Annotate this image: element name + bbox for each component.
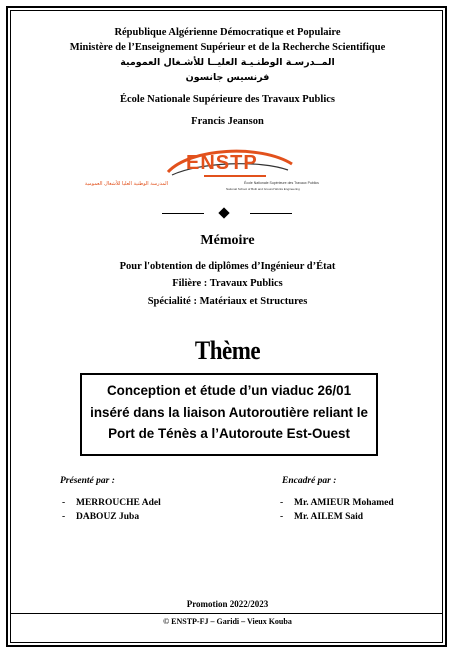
theme-line-3: Port de Ténès a l’Autoroute Est-Ouest bbox=[108, 426, 350, 441]
supervisor-row bbox=[280, 512, 363, 522]
memoire-title: Mémoire bbox=[200, 233, 255, 248]
logo-en-caption: National School of Built and Ground Works Engineering bbox=[226, 187, 300, 191]
separator-right bbox=[250, 213, 292, 214]
logo-fr-caption: École Nationale Supérieure des Travaux Publics bbox=[244, 181, 319, 185]
encadre-par-label: Encadré par : bbox=[282, 476, 337, 486]
memoire-filiere: Filière : Travaux Publics bbox=[172, 278, 283, 289]
student-row bbox=[62, 498, 161, 508]
svg-text:ENSTP: ENSTP bbox=[186, 152, 258, 174]
promotion-line: Promotion 2022/2023 bbox=[186, 599, 269, 609]
bullet-dash: - bbox=[62, 512, 66, 522]
memoire-specialite: Spécialité : Matériaux et Structures bbox=[147, 296, 308, 307]
logo-arabic-caption: المدرسة الوطنية العليا للأشغال العمومية bbox=[84, 181, 168, 187]
supervisor-name: Mr. AILEM Said bbox=[294, 512, 364, 522]
theme-box bbox=[80, 373, 378, 456]
student-row bbox=[62, 512, 139, 522]
enstp-logo bbox=[84, 142, 319, 194]
republique-line: République Algérienne Démocratique et Populaire bbox=[114, 27, 341, 38]
supervisor-name: Mr. AMIEUR Mohamed bbox=[294, 498, 394, 508]
theme-line-2: inséré dans la liaison Autoroutière reliant le bbox=[90, 404, 368, 420]
bullet-dash: - bbox=[280, 512, 284, 522]
student-name: DABOUZ Juba bbox=[76, 512, 140, 522]
memoire-purpose: Pour l'obtention de diplômes d’Ingénieur d’État bbox=[119, 261, 336, 272]
footer-line: © ENSTP-FJ – Garidi – Vieux Kouba bbox=[163, 617, 292, 626]
ministere-line: Ministère de l’Enseignement Supérieur et de la Recherche Scientifique bbox=[69, 42, 386, 53]
bullet-dash: - bbox=[280, 498, 284, 508]
arabic-school-line: المــدرسـة الوطنـيـة العليــا للأشـغال العمومية bbox=[120, 57, 335, 68]
enstp-logo-graphic bbox=[84, 142, 319, 194]
supervisor-row bbox=[280, 498, 394, 508]
theme-line-1: Conception et étude d’un viaduc 26/01 bbox=[106, 383, 352, 398]
presente-par-label: Présenté par : bbox=[60, 476, 115, 486]
bullet-dash: - bbox=[62, 498, 66, 508]
francis-jeanson-line: Francis Jeanson bbox=[191, 116, 264, 127]
student-name: MERROUCHE Adel bbox=[76, 498, 161, 508]
separator-left bbox=[162, 213, 204, 214]
footer-rule bbox=[10, 613, 443, 614]
theme-heading: Thème bbox=[194, 336, 261, 365]
arabic-name-line: فرنسيس جانسون bbox=[185, 72, 270, 83]
ecole-line: École Nationale Supérieure des Travaux Publics bbox=[120, 94, 335, 105]
